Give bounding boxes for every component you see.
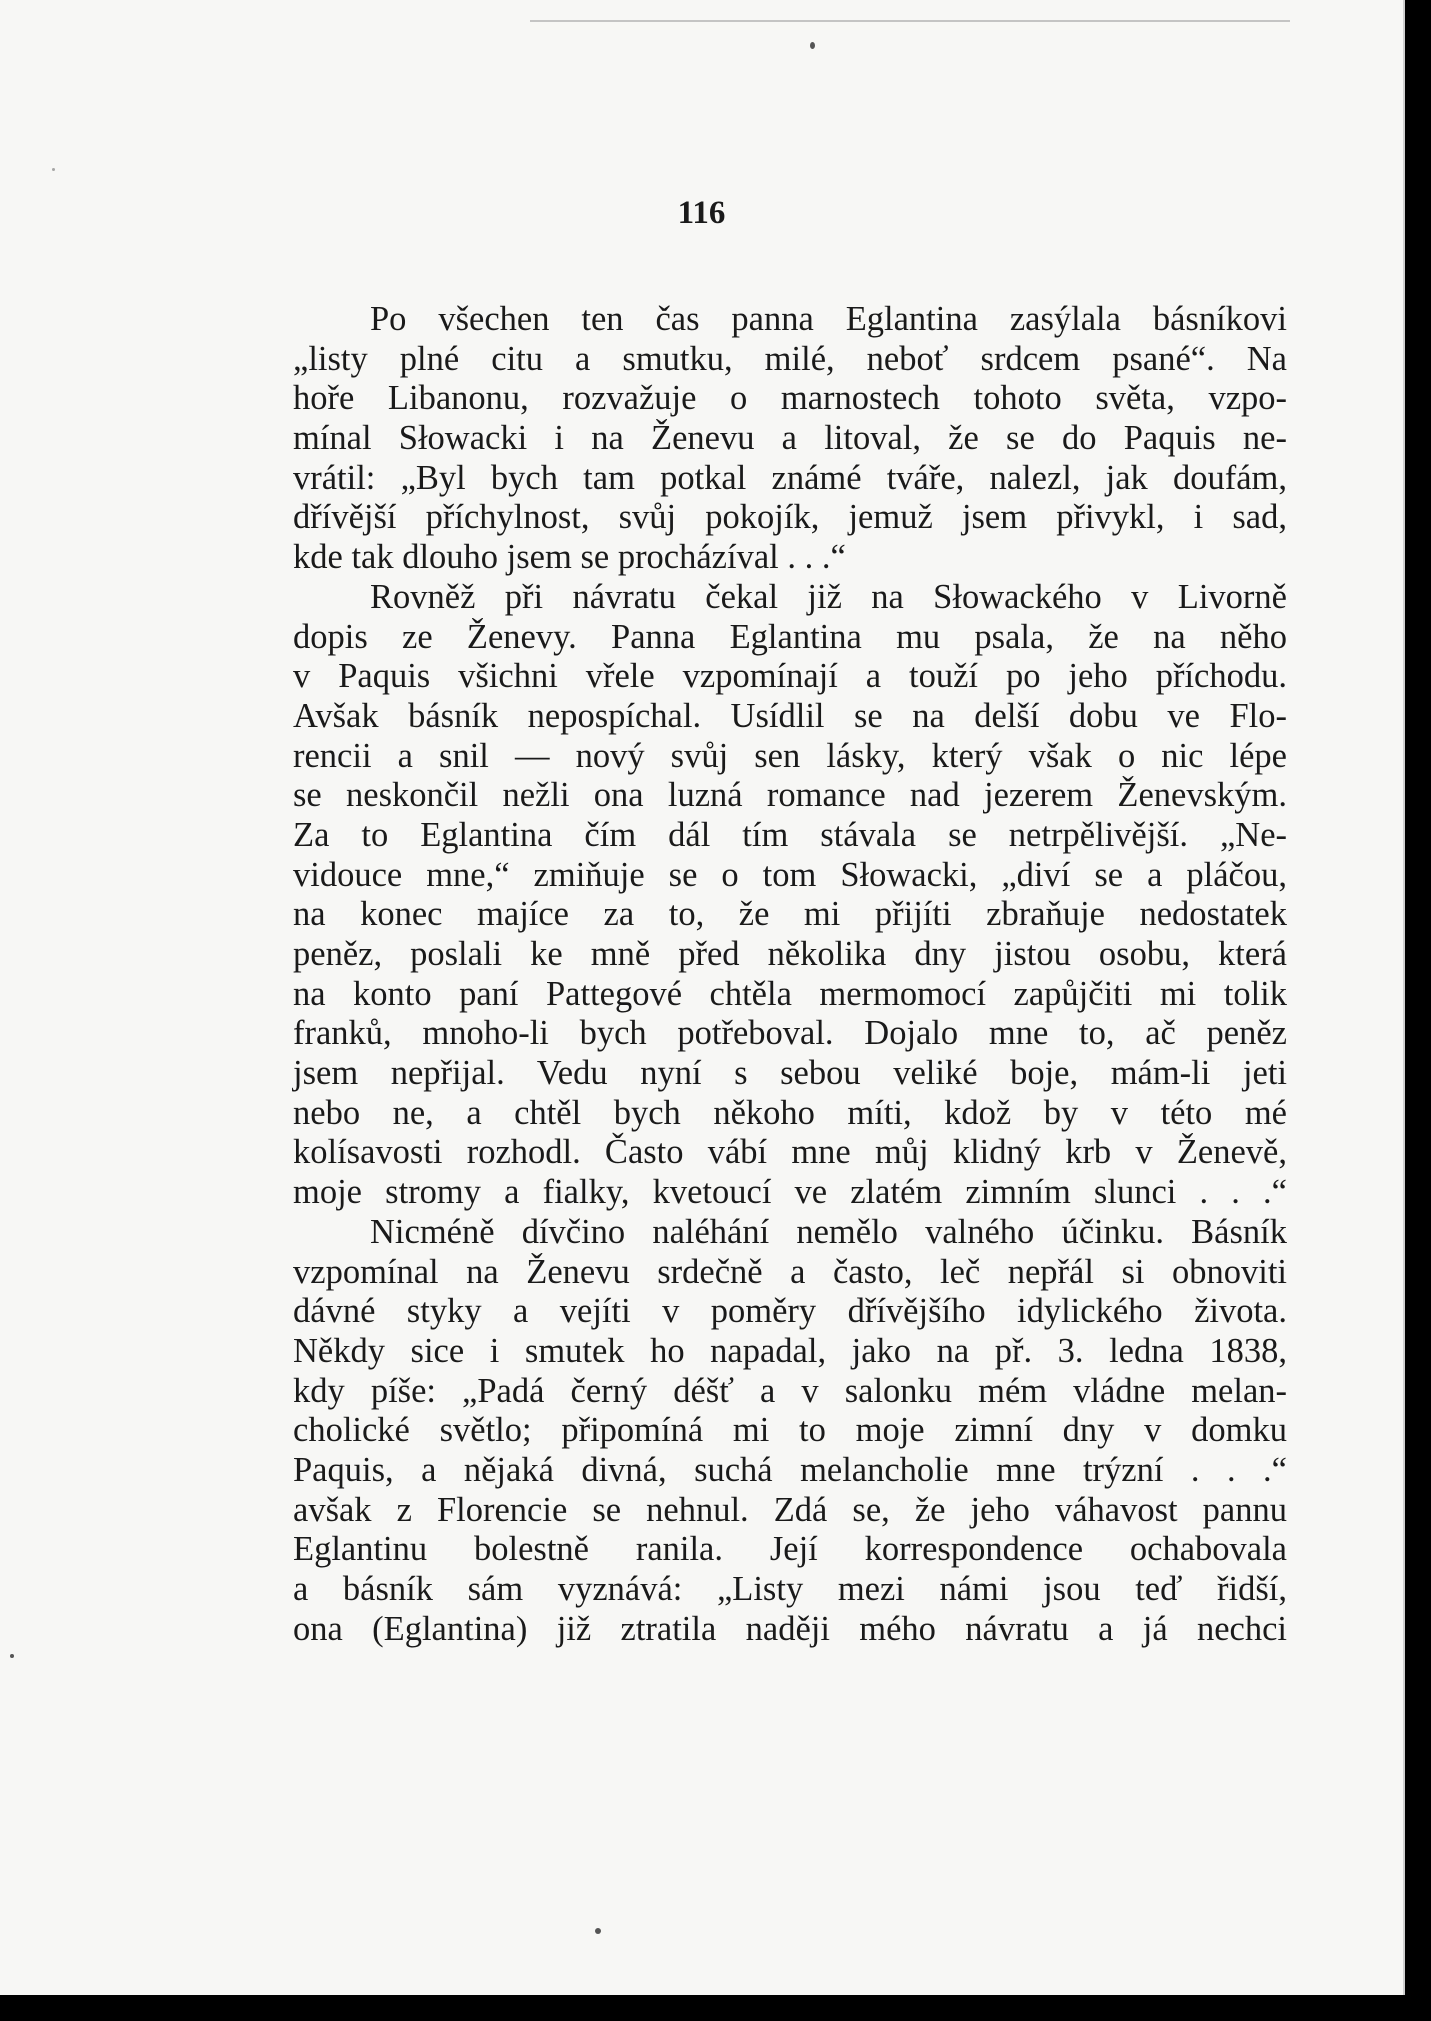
text-line: dopis ze Ženevy. Panna Eglantina mu psala, že na něho xyxy=(293,617,1287,656)
text-line: mínal Słowacki i na Ženevu a litoval, že se do Paquis ne- xyxy=(293,419,1287,458)
text-line: hoře Libanonu, rozvažuje o marnostech tohoto světa, vzpo- xyxy=(293,379,1287,418)
text-line: Rovněž při návratu čekal již na Słowackého v Livorně xyxy=(370,577,1287,616)
text-line: Někdy sice i smutek ho napadal, jako na př. 3. ledna 1838, xyxy=(293,1331,1287,1370)
text-line: kolísavosti rozhodl. Často vábí mne můj klidný krb v Ženevě, xyxy=(293,1133,1287,1172)
text-line: Za to Eglantina čím dál tím stávala se netrpělivější. „Ne- xyxy=(293,815,1287,854)
scan-speck xyxy=(595,1928,601,1934)
body-text xyxy=(293,300,1287,1649)
page-number: 116 xyxy=(677,195,726,231)
text-line: na konto paní Pattegové chtěla mermomocí zapůjčiti mi tolik xyxy=(293,974,1287,1013)
text-line: Avšak básník nepospíchal. Usídlil se na delší dobu ve Flo- xyxy=(293,696,1287,735)
text-line: ona (Eglantina) již ztratila naději mého návratu a já nechci xyxy=(293,1609,1287,1648)
scan-speck xyxy=(810,42,815,49)
text-line: moje stromy a fialky, kvetoucí ve zlatém zimním slunci . . .“ xyxy=(293,1173,1287,1212)
text-line: Eglantinu bolestně ranila. Její korrespondence ochabovala xyxy=(293,1530,1287,1569)
text-line: Po všechen ten čas panna Eglantina zasýlala básníkovi xyxy=(370,300,1287,338)
text-line: „listy plné citu a smutku, milé, neboť srdcem psané“. Na xyxy=(293,339,1287,378)
text-line: avšak z Florencie se nehnul. Zdá se, že jeho váhavost pannu xyxy=(293,1490,1287,1529)
text-line: vrátil: „Byl bych tam potkal známé tváře, nalezl, jak doufám, xyxy=(293,458,1287,497)
text-line: na konec majíce za to, že mi přijíti zbraňuje nedostatek xyxy=(293,895,1287,934)
text-line: kde tak dlouho jsem se procházíval . . .“ xyxy=(293,538,846,577)
top-edge-rule xyxy=(530,20,1290,22)
text-line: franků, mnoho-li bych potřeboval. Dojalo mne to, ač peněz xyxy=(293,1014,1287,1053)
scan-speck xyxy=(52,168,55,171)
text-line: Nicméně dívčino naléhání nemělo valného účinku. Básník xyxy=(370,1212,1287,1251)
text-line: dřívější příchylnost, svůj pokojík, jemuž jsem přivykl, i sad, xyxy=(293,498,1287,537)
text-line: peněz, poslali ke mně před několika dny jistou osobu, která xyxy=(293,935,1287,973)
text-line: Paquis, a nějaká divná, suchá melancholie mne trýzní . . .“ xyxy=(293,1450,1287,1489)
text-line: vzpomínal na Ženevu srdečně a často, leč nepřál si obnoviti xyxy=(293,1252,1287,1291)
text-line: kdy píše: „Padá černý déšť a v salonku mém vládne melan- xyxy=(293,1371,1287,1410)
text-line: dávné styky a vejíti v poměry dřívějšího idylického života. xyxy=(293,1292,1287,1331)
scan-speck xyxy=(10,1654,14,1658)
text-line: jsem nepřijal. Vedu nyní s sebou veliké boje, mám-li jeti xyxy=(293,1054,1287,1093)
text-line: rencii a snil — nový svůj sen lásky, který však o nic lépe xyxy=(293,736,1287,775)
text-line: se neskončil nežli ona luzná romance nad jezerem Ženevským. xyxy=(293,776,1287,815)
text-line: a básník sám vyznává: „Listy mezi námi jsou teď řidší, xyxy=(293,1570,1287,1608)
text-line: nebo ne, a chtěl bych někoho míti, kdož by v této mé xyxy=(293,1093,1287,1132)
text-line: vidouce mne,“ zmiňuje se o tom Słowacki, „diví se a pláčou, xyxy=(293,855,1287,894)
text-line: cholické světlo; připomíná mi to moje zimní dny v domku xyxy=(293,1411,1287,1450)
text-line: v Paquis všichni vřele vzpomínají a touží po jeho příchodu. xyxy=(293,657,1287,696)
